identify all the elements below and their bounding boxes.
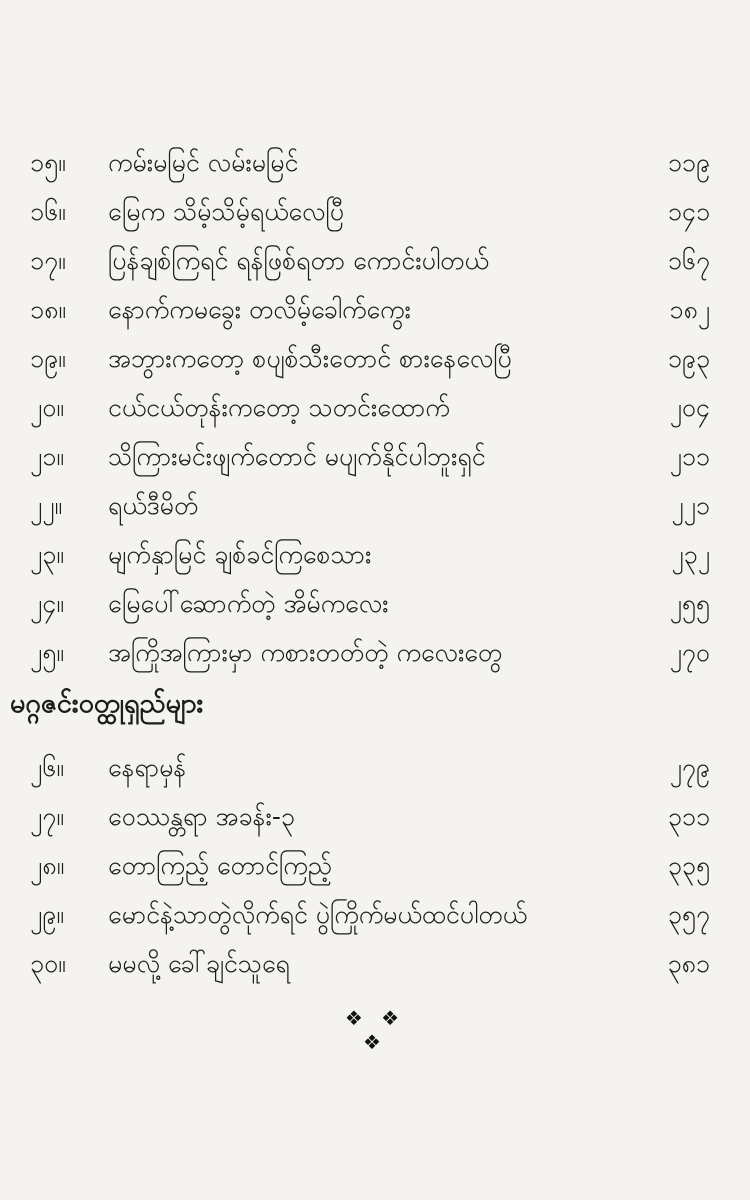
entry-title: ဝေဿန္တရာ အခန်း-၃	[108, 802, 295, 831]
toc-entry[interactable]	[0, 140, 750, 186]
entry-number: ၂၂။	[30, 491, 63, 520]
entry-number: ၁၇။	[30, 246, 66, 275]
toc-entry[interactable]	[0, 745, 750, 791]
toc-entry[interactable]	[0, 385, 750, 431]
entry-page-number: ၂၁၁	[669, 442, 710, 471]
entry-page-number: ၃၁၁	[667, 802, 710, 831]
entry-number: ၂၇။	[30, 802, 64, 831]
entry-title: ကမ်းမမြင် လမ်းမမြင်	[108, 148, 299, 177]
entry-title: သိကြားမင်းဖျက်တောင် မပျက်နိုင်ပါဘူးရှင်	[108, 442, 486, 471]
toc-entry[interactable]	[0, 532, 750, 578]
toc-entry[interactable]	[0, 336, 750, 382]
entry-number: ၂၉။	[30, 900, 64, 929]
toc-entry[interactable]	[0, 843, 750, 889]
entry-title: အဘွားကတော့ စပျစ်သီးတောင် စားနေလေပြီ	[108, 344, 512, 373]
entry-page-number: ၂၀၄	[669, 393, 710, 422]
entry-number: ၁၅။	[30, 148, 66, 177]
entry-title: ပြန်ချစ်ကြရင် ရန်ဖြစ်ရတာ ကောင်းပါတယ်	[108, 246, 489, 275]
entry-number: ၂၀။	[30, 393, 64, 422]
entry-page-number: ၁၈၂	[669, 295, 710, 324]
toc-entry[interactable]	[0, 189, 750, 235]
toc-entry[interactable]	[0, 794, 750, 840]
entry-title: နောက်ကမခွေး တလိမ့်ခေါက်ကွေး	[108, 295, 411, 324]
toc-entry[interactable]	[0, 483, 750, 529]
entry-page-number: ၂၂၁	[671, 491, 710, 520]
entry-page-number: ၁၄၁	[667, 197, 710, 226]
entry-number: ၁၈။	[30, 295, 66, 324]
entry-page-number: ၁၆၇	[667, 246, 710, 275]
toc-entry[interactable]	[0, 581, 750, 627]
ornament-divider: ❖ ❖ ❖	[344, 1006, 406, 1054]
entry-number: ၂၁။	[30, 442, 64, 471]
entry-page-number: ၂၇၀	[669, 638, 710, 667]
entry-title: ငယ်ငယ်တုန်းကတော့ သတင်းထောက်	[108, 393, 450, 422]
entry-number: ၂၆။	[30, 753, 64, 782]
entry-title: ရယ်ဒီမိတ်	[108, 491, 199, 520]
toc-entry[interactable]	[0, 287, 750, 333]
toc-entry[interactable]	[0, 630, 750, 676]
entry-page-number: ၂၅၅	[669, 589, 710, 618]
section-heading: မဂ္ဂဇင်းဝတ္ထုရှည်များ	[10, 688, 204, 719]
entry-number: ၂၅။	[30, 638, 64, 667]
toc-entry[interactable]	[0, 892, 750, 938]
entry-number: ၁၉။	[30, 344, 66, 373]
toc-entry[interactable]	[0, 941, 750, 987]
entry-title: မမလို့ ခေါ်ချင်သူရေ	[108, 949, 290, 978]
entry-title: အကြိုအကြားမှာ ကစားတတ်တဲ့ ကလေးတွေ	[108, 638, 503, 667]
entry-title: တောကြည့် တောင်ကြည့်	[108, 851, 332, 880]
entry-title: မျက်နှာမြင် ချစ်ခင်ကြစေသား	[108, 540, 372, 569]
entry-page-number: ၁၉၃	[667, 344, 710, 373]
entry-number: ၁၆။	[30, 197, 66, 226]
entry-page-number: ၃၈၁	[667, 949, 710, 978]
entry-page-number: ၁၁၉	[667, 148, 710, 177]
entry-number: ၂၃။	[30, 540, 64, 569]
entry-page-number: ၂၇၉	[669, 753, 710, 782]
entry-title: မောင်နဲ့သာတွဲလိုက်ရင် ပွဲကြိုက်မယ်ထင်ပါတယ်	[108, 900, 527, 929]
toc-entry[interactable]	[0, 238, 750, 284]
toc-entry[interactable]	[0, 434, 750, 480]
entry-page-number: ၃၅၇	[667, 900, 710, 929]
entry-number: ၂၈။	[30, 851, 65, 880]
entry-page-number: ၃၃၅	[667, 851, 710, 880]
entry-number: ၃၀။	[30, 949, 66, 978]
entry-title: မြေက သိမ့်သိမ့်ရယ်လေပြီ	[108, 197, 344, 226]
entry-title: နေရာမှန်	[108, 753, 187, 782]
entry-title: မြေပေါ်ဆောက်တဲ့ အိမ်ကလေး	[108, 589, 389, 618]
entry-number: ၂၄။	[30, 589, 64, 618]
entry-page-number: ၂၃၂	[671, 540, 710, 569]
